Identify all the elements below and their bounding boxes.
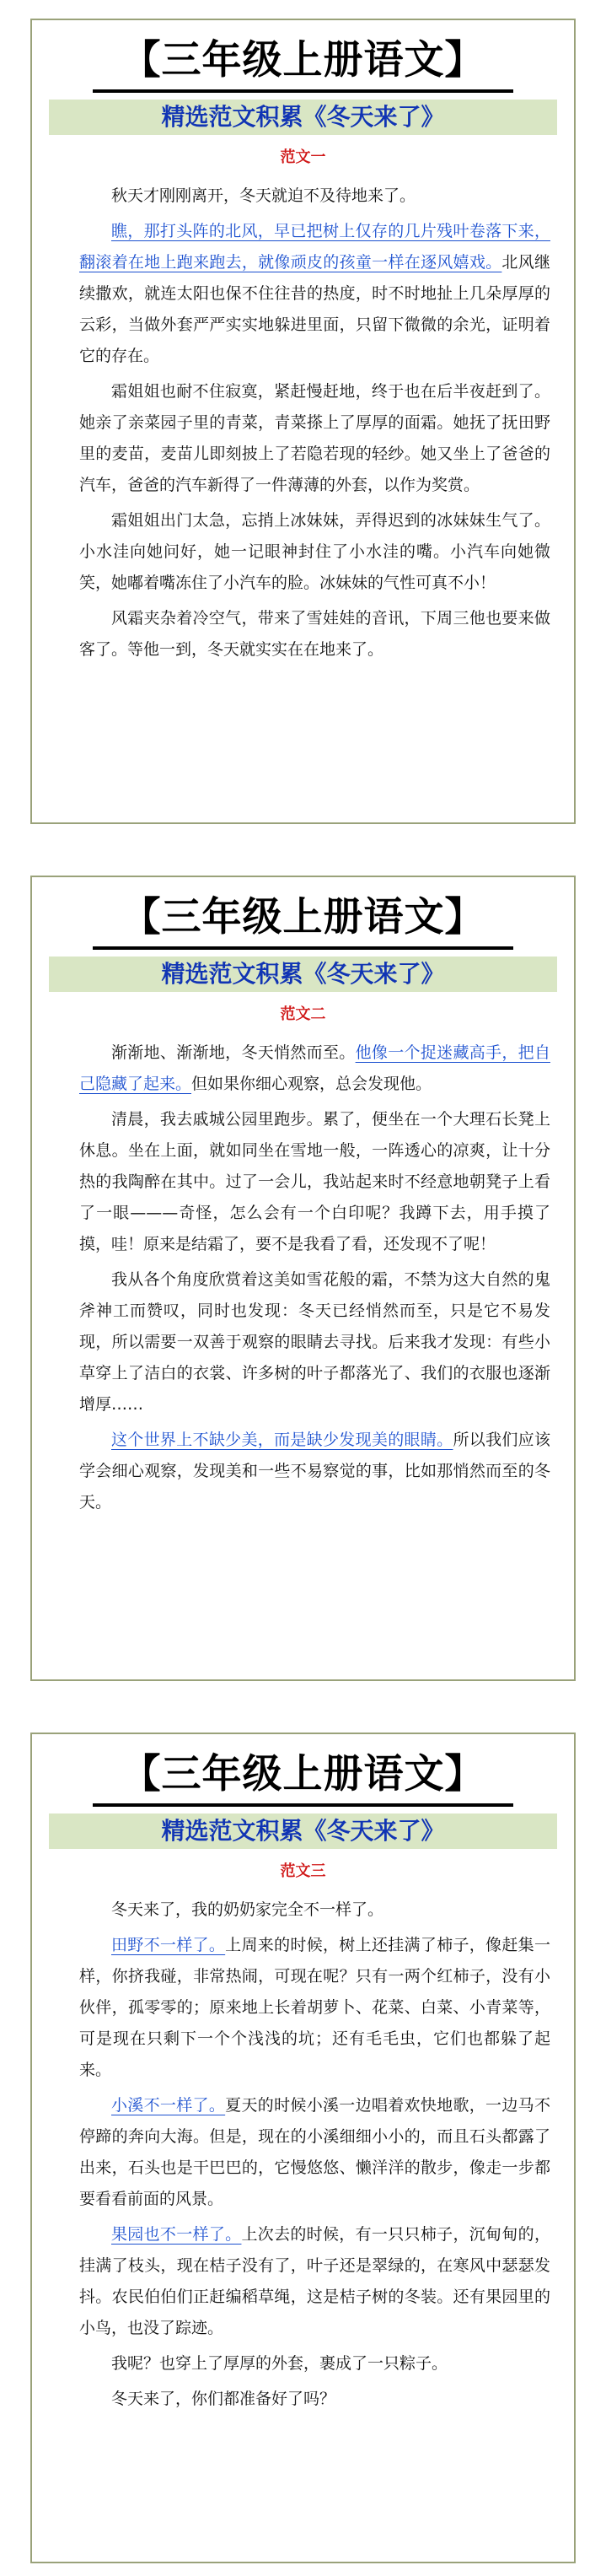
highlighted-sentence: 小溪不一样了。 xyxy=(111,2096,226,2115)
page-title: 【三年级上册语文】 xyxy=(121,894,485,940)
text-segment: 渐渐地、渐渐地，冬天悄然而至。 xyxy=(111,1043,356,1062)
paragraph xyxy=(79,2348,550,2379)
text-segment: 冬天来了，你们都准备好了吗？ xyxy=(111,2390,336,2408)
essay-body xyxy=(79,1037,550,1522)
paragraph xyxy=(79,181,550,212)
text-segment: 霜姐姐也耐不住寂寞，紧赶慢赶地，终于也在后半夜赶到了。她亲了亲菜园子里的青菜，青菜搽上了厚厚的面霜。她抚了抚田野里的麦苗，麦苗儿即刻披上了若隐若现的轻纱。她又坐上了爸爸的汽车，爸爸的汽车新得了一件薄薄的外套，以作为奖赏。 xyxy=(79,382,550,494)
paragraph xyxy=(79,505,550,599)
text-segment: 北风继续撒欢，就连太阳也保不住往昔的热度，时不时地扯上几朵厚厚的云彩，当做外套严严实实地躲进里面，只留下微微的余光，证明着它的存在。 xyxy=(79,253,550,365)
paragraph xyxy=(79,2384,550,2415)
paragraph xyxy=(79,1930,550,2086)
title-underline xyxy=(93,89,513,93)
text-segment: 秋天才刚刚离开，冬天就迫不及待地来了。 xyxy=(111,186,416,205)
paragraph xyxy=(79,1037,550,1100)
subtitle: 精选范文积累《冬天来了》 xyxy=(161,1817,445,1845)
highlighted-sentence: 田野不一样了。 xyxy=(111,1936,226,1954)
section-label: 范文二 xyxy=(280,1005,326,1023)
text-segment: 所以我们应该学会细心观察，发现美和一些不易察觉的事，比如那悄然而至的冬天。 xyxy=(79,1431,550,1512)
page-title: 【三年级上册语文】 xyxy=(121,1751,485,1797)
text-segment: 但如果你细心观察，总会发现他。 xyxy=(191,1075,432,1093)
paragraph xyxy=(79,2219,550,2344)
essay-card-1 xyxy=(30,19,576,824)
paragraph xyxy=(79,2090,550,2215)
text-segment: 清晨，我去戚城公园里跑步。累了，便坐在一个大理石长凳上休息。坐在上面，就如同坐在雪地一般，一阵透心的凉爽，让十分热的我陶醉在其中。过了一会儿，我站起来时不经意地朝凳子上看了一眼———奇怪，怎么会有一个白印呢？我蹲下去，用手摸了摸，哇！原来是结霜了，要不是我看了看，还发现不了呢！ xyxy=(79,1110,550,1253)
title-underline xyxy=(93,1803,513,1807)
essay-body xyxy=(79,1894,550,2419)
page-title: 【三年级上册语文】 xyxy=(121,37,485,84)
text-segment: 冬天来了，我的奶奶家完全不一样了。 xyxy=(111,1900,384,1919)
text-segment: 风霜夹杂着冷空气，带来了雪娃娃的音讯，下周三他也要来做客了。等他一到，冬天就实实在在地来了。 xyxy=(79,609,550,659)
paragraph xyxy=(79,603,550,666)
essay-card-2 xyxy=(30,876,576,1681)
highlighted-sentence: 这个世界上不缺少美，而是缺少发现美的眼睛。 xyxy=(111,1431,453,1449)
essay-card-3 xyxy=(30,1733,576,2563)
paragraph xyxy=(79,1104,550,1260)
paragraph xyxy=(79,216,550,372)
title-underline xyxy=(93,946,513,950)
subtitle: 精选范文积累《冬天来了》 xyxy=(161,103,445,131)
text-segment: 上次去的时候，有一只只柿子，沉甸甸的，挂满了枝头，现在桔子没有了，叶子还是翠绿的，在寒风中瑟瑟发抖。农民伯伯们正赶编稻草绳，这是桔子树的冬装。还有果园里的小鸟，也没了踪迹。 xyxy=(79,2225,550,2337)
section-label: 范文一 xyxy=(280,148,326,166)
text-segment: 霜姐姐出门太急，忘捎上冰妹妹，弄得迟到的冰妹妹生气了。小水洼向她问好，她一记眼神封住了小水洼的嘴。小汽车向她微笑，她嘟着嘴冻住了小汽车的脸。冰妹妹的气性可真不小！ xyxy=(79,511,550,592)
paragraph xyxy=(79,1425,550,1518)
essay-body xyxy=(79,181,550,670)
paragraph xyxy=(79,376,550,501)
paragraph xyxy=(79,1894,550,1926)
text-segment: 夏天的时候小溪一边唱着欢快地歌，一边马不停蹄的奔向大海。但是，现在的小溪细细小小的，而且石头都露了出来，石头也是干巴巴的，它慢悠悠、懒洋洋的散步，像走一步都要看看前面的风景。 xyxy=(79,2096,550,2208)
text-segment: 我呢？也穿上了厚厚的外套，裹成了一只粽子。 xyxy=(111,2354,448,2373)
text-segment: 我从各个角度欣赏着这美如雪花般的霜，不禁为这大自然的鬼斧神工而赞叹，同时也发现：冬天已经悄然而至，只是它不易发现，所以需要一双善于观察的眼睛去寻找。后来我才发现：有些小草穿上了洁白的衣裳、许多树的叶子都落光了、我们的衣服也逐渐增厚…… xyxy=(79,1270,550,1414)
subtitle: 精选范文积累《冬天来了》 xyxy=(161,960,445,988)
paragraph xyxy=(79,1264,550,1420)
section-label: 范文三 xyxy=(280,1862,326,1880)
highlighted-sentence: 瞧，那打头阵的北风，早已把树上仅存的几片残叶卷落下来，翻滚着在地上跑来跑去，就像顽皮的孩童一样在逐风嬉戏。 xyxy=(79,222,550,272)
highlighted-sentence: 他像一个捉迷藏高手，把自己隐藏了起来。 xyxy=(79,1043,550,1093)
highlighted-sentence: 果园也不一样了。 xyxy=(111,2225,242,2244)
text-segment: 上周来的时候，树上还挂满了柿子，像赶集一样，你挤我碰，非常热闹，可现在呢？只有一两个红柿子，没有小伙伴，孤零零的；原来地上长着胡萝卜、花菜、白菜、小青菜等，可是现在只剩下一个个浅浅的坑；还有毛毛虫，它们也都躲了起来。 xyxy=(79,1936,550,2079)
